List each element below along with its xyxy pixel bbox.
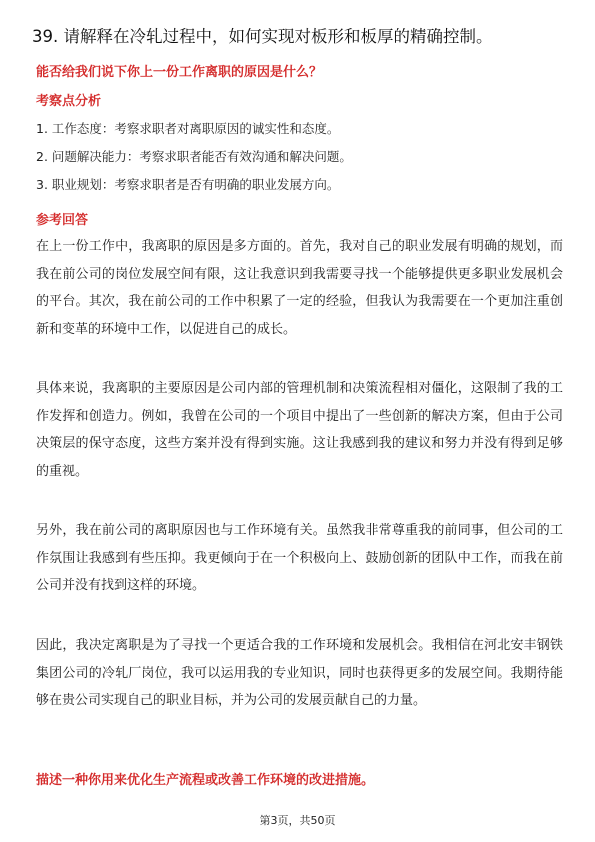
analysis-item-2: 2. 问题解决能力：考察求职者能否有效沟通和解决问题。 [36,149,352,164]
analysis-heading: 考察点分析 [36,94,102,109]
analysis-item-1: 1. 工作态度：考察求职者对离职原因的诚实性和态度。 [36,121,340,136]
answer-paragraph-1: 在上一份工作中，我离职的原因是多方面的。首先，我对自己的职业发展有明确的规划，而我在前公司的岗位发展空间有限，这让我意识到我需要寻找一个能够提供更多职业发展机会的平台。其次，我在前公司的工作中积累了一定的经验，但我认为我需要在一个更加注重创新和变革的环境中工作，以促进自己的成长。 [36,239,563,337]
interview-question: 能否给我们说下你上一份工作离职的原因是什么？ [36,65,323,80]
page-number: 第3页，共50页 [259,814,336,827]
answer-paragraph-2: 具体来说，我离职的主要原因是公司内部的管理机制和决策流程相对僵化，这限制了我的工作发挥和创造力。例如，我曾在公司的一个项目中提出了一些创新的解决方案，但由于公司决策层的保守态度，这些方案并没有得到实施。这让我感到我的建议和努力并没有得到足够的重视。 [36,381,563,479]
answer-heading: 参考回答 [36,213,89,228]
answer-paragraph-4: 因此，我决定离职是为了寻找一个更适合我的工作环境和发展机会。我相信在河北安丰钢铁集团公司的冷轧厂岗位，我可以运用我的专业知识，同时也获得更多的发展空间。我期待能够在贵公司实现自己的职业目标，并为公司的发展贡献自己的力量。 [36,638,563,708]
analysis-item-3: 3. 职业规划：考察求职者是否有明确的职业发展方向。 [36,177,340,192]
question-title: 39. 请解释在冷轧过程中，如何实现对板形和板厚的精确控制。 [32,27,493,46]
answer-paragraph-3: 另外，我在前公司的离职原因也与工作环境有关。虽然我非常尊重我的前同事，但公司的工作氛围让我感到有些压抑。我更倾向于在一个积极向上、鼓励创新的团队中工作，而我在前公司并没有找到这样的环境。 [36,523,563,593]
next-question: 描述一种你用来优化生产流程或改善工作环境的改进措施。 [36,773,375,788]
